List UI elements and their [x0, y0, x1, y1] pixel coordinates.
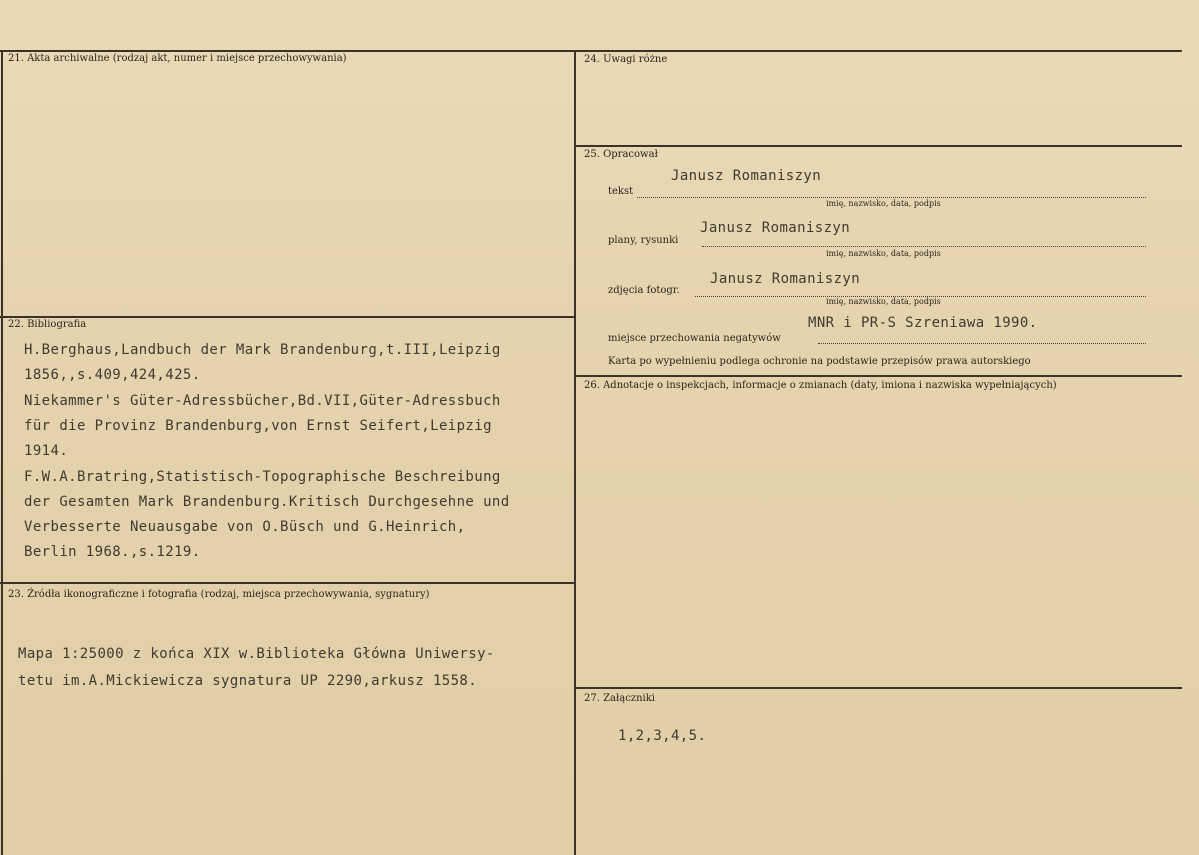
rule-24-25 [576, 145, 1182, 147]
iconography-line: tetu im.A.Mickiewicza sygnatura UP 2290,arkusz 1558. [18, 673, 478, 689]
negatives-line [818, 343, 1146, 344]
zdjecia-author: Janusz Romaniszyn [710, 271, 861, 287]
tekst-line [637, 197, 1146, 198]
center-divider [574, 50, 576, 855]
section-23-label: 23. Źródła ikonograficzne i fotografia (rodzaj, miejsca przechowywania, sygnatury) [8, 589, 430, 600]
plany-author: Janusz Romaniszyn [700, 220, 851, 236]
plany-label: plany, rysunki [608, 235, 679, 246]
bibliography-line: für die Provinz Brandenburg,von Ernst Seifert,Leipzig [24, 418, 492, 434]
bibliography-line: 1914. [24, 443, 69, 459]
tekst-label: tekst [608, 186, 634, 197]
zdjecia-label: zdjęcia fotogr. [608, 285, 680, 296]
section-25-label: 25. Opracował [584, 149, 658, 160]
section-27-label: 27. Załączniki [584, 693, 655, 704]
top-rule [0, 50, 1182, 52]
rule-25-26 [576, 375, 1182, 377]
section-24-label: 24. Uwagi różne [584, 54, 668, 65]
zdjecia-caption: imię, nazwisko, data, podpis [826, 297, 941, 306]
negatives-location: MNR i PR-S Szreniawa 1990. [808, 315, 1038, 331]
tekst-caption: imię, nazwisko, data, podpis [826, 199, 941, 208]
iconography-line: Mapa 1:25000 z końca XIX w.Biblioteka Główna Uniwersy- [18, 646, 495, 662]
copyright-note: Karta po wypełnieniu podlega ochronie na podstawie przepisów prawa autorskiego [608, 356, 1031, 367]
plany-caption: imię, nazwisko, data, podpis [826, 249, 941, 258]
bibliography-line: 1856,,s.409,424,425. [24, 367, 201, 383]
card-top-margin [0, 0, 1199, 50]
section-21-label: 21. Akta archiwalne (rodzaj akt, numer i miejsce przechowywania) [8, 53, 347, 64]
bibliography-line: Berlin 1968.,s.1219. [24, 544, 201, 560]
rule-21-22 [0, 316, 574, 318]
section-26-label: 26. Adnotacje o inspekcjach, informacje o zmianach (daty, imiona i nazwiska wypełniających) [584, 380, 1057, 391]
bibliography-line: H.Berghaus,Landbuch der Mark Brandenburg,t.III,Leipzig [24, 342, 501, 358]
rule-22-23 [0, 582, 574, 584]
attachments-value: 1,2,3,4,5. [618, 728, 707, 744]
plany-line [702, 246, 1146, 247]
bibliography-line: Verbesserte Neuausgabe von O.Büsch und G.Heinrich, [24, 519, 466, 535]
bibliography-line: Niekammer's Güter-Adressbücher,Bd.VII,Güter-Adressbuch [24, 393, 501, 409]
bibliography-line: F.W.A.Bratring,Statistisch-Topographische Beschreibung [24, 469, 501, 485]
left-edge [1, 50, 3, 855]
bibliography-line: der Gesamten Mark Brandenburg.Kritisch Durchgesehne und [24, 494, 510, 510]
section-22-label: 22. Bibliografia [8, 319, 87, 330]
negatives-label: miejsce przechowania negatywów [608, 333, 781, 344]
tekst-author: Janusz Romaniszyn [671, 168, 822, 184]
rule-26-27 [576, 687, 1182, 689]
